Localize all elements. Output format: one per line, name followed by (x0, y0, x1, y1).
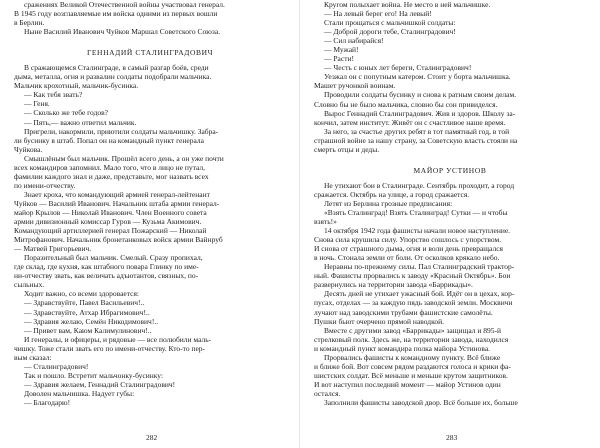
text-line: армии дивизионный комиссар Гуров — Кузьма Акимович. (14, 217, 202, 227)
text-line: смерть отцы и деды. (314, 144, 380, 154)
dialogue-line: — Пять,— важно ответил мальчик. (24, 117, 137, 127)
text-line: в Берлин. (14, 18, 45, 28)
text-line: Уезжал он с попутным катером. Стоит у борта мальчишка. (324, 72, 511, 82)
dialogue-line: — Благодарю! (24, 397, 71, 407)
chapter-title: МАЙОР УСТИНОВ (413, 165, 487, 175)
text-line: Поразительный был мальчик. Смелый. Сразу пропихал, (24, 253, 203, 263)
text-line: 14 октября 1942 года фашисты начали новое наступление. (324, 226, 511, 236)
text-line: майор Крылов — Николай Иванович. Член Военного совета (14, 207, 207, 217)
text-line: Командующий артиллерией генерал Пожарский — Николай (14, 226, 207, 236)
dialogue-line: — Здравия желаю, Семён Никодимович!.. (24, 316, 159, 326)
text-line: Летят из Берлина грозные предписания: (324, 198, 453, 208)
text-line: дыма, металла, огня и развалин солдаты подобрали мальчика. (14, 72, 212, 82)
dialogue-line: — Здравия желаем, Геннадий Сталинградович! (24, 379, 176, 389)
text-line: Неравны по-прежнему силы. Пал Сталинградский трактор- (324, 262, 515, 272)
chapter-title: ГЕННАДИЙ СТАЛИНГРАДОВИЧ (86, 48, 214, 58)
text-line: кончил, затем институт. Живёт он с счастливое наше время. (314, 117, 506, 127)
text-line: Пушки бьют очерчено прямой наводкой. (314, 316, 445, 326)
text-line: Ныне Василий Иванович Чуйков Маршал Советского Союза. (24, 27, 221, 37)
page-number-left: 282 (146, 433, 158, 442)
text-line: страшной войне за нашу страну, за Советскую власть стояли на (314, 135, 518, 145)
dialogue-line: — Доброй дороги тебе, Сталинградович! (324, 27, 456, 37)
text-line: сражениях Великой Отечественной войны участвовал генерал. (24, 0, 225, 9)
text-line: ли бусинку в штаб. Попал он на командный пункт генерала (14, 135, 204, 145)
dialogue-line: — Сил набирайся! (324, 36, 384, 46)
text-line: и командный пункт командира полка майора Устинова. (314, 343, 491, 353)
text-line: Знает кроха, что командующий армией генерал-лейтенант (24, 189, 210, 199)
text-line: по имени-отчеству. (14, 180, 76, 190)
dialogue-line: — Честь с юных лет береги, Сталинградович! (324, 63, 472, 73)
left-page (14, 0, 286, 448)
page-gutter (299, 0, 300, 448)
text-line: сражается. Октябрь на улице, а город сражается. (314, 189, 470, 199)
text-line: И генералы, и офицеры, и рядовые — все полюбили маль- (24, 334, 212, 344)
text-line: В сражающемся Сталинграде, в самый разгар боёв, среди (24, 63, 209, 73)
text-line: шистских солдат. Всё меньше и меньше крутом защитников. (314, 370, 508, 380)
text-line: Проводили солдаты бусинку и снова к ратным своим делам. (324, 90, 517, 100)
text-line: ный. Фашисты прорвались к заводу «Красный Октябрь». Бои (314, 271, 511, 281)
text-line: Вырос Геннадий Сталинградович. Жив и здоров. Школу за- (324, 108, 516, 118)
text-line: Пригрели, накормили, приютили солдаты мальчишку. Забра- (24, 126, 219, 136)
right-page (314, 0, 586, 448)
text-line: развернулись на территории завода «Баррикады». (314, 280, 473, 290)
dialogue-line: — Сталинградович! (24, 361, 89, 371)
text-line: где склад, где кухня, как штабного повара Глинку по име- (14, 262, 199, 272)
text-line: фамилии каждого знал и даже, представьте, мог назвать всех (14, 171, 209, 181)
dialogue-line: — Мужай! (324, 45, 359, 55)
text-line: ни-отчеству звать, как величать адъютантов, связных, по- (14, 271, 199, 281)
dialogue-line: — Здравствуйте, Атхар Ибрагимович!.. (24, 307, 150, 317)
text-line: Кругом полыхает война. Не место в ней мальчишке. (324, 0, 491, 9)
dialogue-line: — Геня. (24, 99, 50, 109)
text-line: Снова сила крушила силу. Упорство сошлось с упорством. (314, 235, 502, 245)
dialogue-line: — На левый берег его! На левый! (324, 9, 432, 19)
text-line: остался. (314, 388, 341, 398)
text-line: За него, за счастье других ребят в тот памятный год, в той (324, 126, 510, 136)
text-line: Словно бы не было мальчика, словно бы сон привиделся. (314, 99, 498, 109)
text-line: лучают над заводскими трубами фашистские самолёты. (314, 307, 493, 317)
text-line: всех командиров запомнил. Мало того, что в лицо не путал, (14, 162, 206, 172)
text-line: Не утихают бои в Сталинграде. Сентябрь проходит, а город (324, 180, 515, 190)
text-line: И снова от страшного дыма, огня и воли день превращался (314, 244, 503, 254)
dialogue-line: — Как тебя звать? (24, 90, 83, 100)
text-line: Вместе с другими завод «Баррикады» защищал и 895-й (324, 325, 501, 335)
dialogue-line: — Привет вам, Каюм Калимулинович!.. (24, 325, 152, 335)
text-line: Десять дней не утихает ужасный бой. Идёт он в цехах, кор- (324, 289, 515, 299)
text-line: Прорвались фашисты к командному пункту. Всё ближе (324, 352, 501, 362)
dialogue-line: — Сколько же тебе годов? (24, 108, 109, 118)
text-line: Заполнили фашисты заводской двор. Всё больше их, больше (324, 397, 518, 407)
text-line: пусах, отделах — за каждую пядь заводской земли. Москвичи (314, 298, 513, 308)
text-line: чишку. Тоже стали звать его по имени-отчеству. Кто-то пер- (14, 343, 206, 353)
text-line: Ходит важно, со всеми здоровается: (24, 289, 139, 299)
text-line: взять!» (314, 217, 337, 227)
text-line: Смышлёным был мальчик. Прошёл всего день, а он уже почти (24, 153, 224, 163)
text-line: Чуйкова. (14, 144, 43, 154)
text-line: сыльных. (14, 280, 45, 290)
text-line: Доволен мальчишка. Надует губы: (24, 388, 135, 398)
text-line: Стали прощаться с мальчишкой солдаты: (324, 18, 456, 28)
text-line: И вот наступил последний момент — майор Устинов один (314, 379, 501, 389)
text-line: Митрофанович. Начальник бронетанковых войск армии Вайнруб (14, 235, 223, 245)
text-line: Так и пошло. Встретит мальчонку-бусинку: (24, 370, 164, 380)
page-number-right: 283 (446, 433, 458, 442)
dialogue-line: — Здравствуйте, Павел Васильевич!.. (24, 298, 145, 308)
text-line: в ночь. Стонала земли от боли. От осколков крякало небо. (314, 253, 500, 263)
text-line: Мальчик крохотный, мальчик-бусинка. (14, 81, 139, 91)
text-line: Машет ручонкой воинам. (314, 81, 396, 91)
text-line: вым сказал: (14, 352, 52, 362)
text-line: и ближе бой. Вот совсем рядом раздаются голоса и крики фа- (314, 361, 511, 371)
text-line: стрелковый полк. Здесь же, на территории завода, находился (314, 334, 509, 344)
text-line: «Взять Сталинград! Взять Сталинград! Сутки — и чтобы (324, 207, 508, 217)
text-line: — Матвей Григорьевич. (14, 244, 92, 254)
text-line: Чуйков — Василий Иванович. Начальник штаба армии генерал- (14, 198, 220, 208)
text-line: В 1945 году возглавляемые им войска одними из первых вошли (14, 9, 218, 19)
dialogue-line: — Расти! (324, 54, 354, 64)
